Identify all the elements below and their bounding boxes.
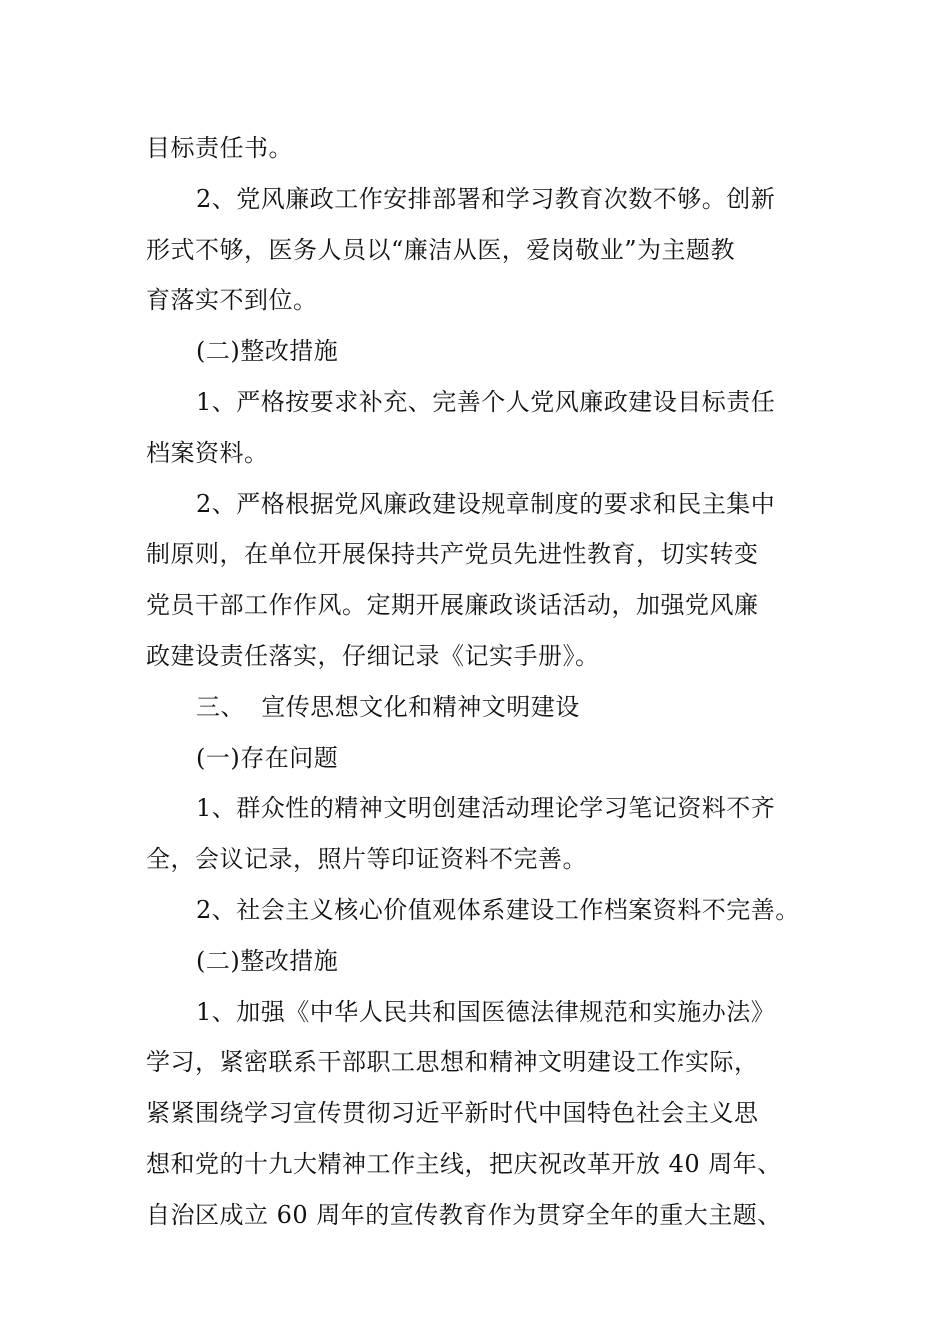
text-line: 形式不够，医务人员以“廉洁从医，爱岗敬业”为主题教: [146, 235, 736, 264]
section-heading: (二)整改措施: [196, 337, 339, 366]
text-line: 档案资料。: [146, 438, 269, 467]
text-line: 2、社会主义核心价值观体系建设工作档案资料不完善。: [196, 895, 800, 924]
text-line: 想和党的十九大精神工作主线，把庆祝改革开放 40 周年、: [146, 1149, 782, 1178]
text-line: 学习，紧密联系干部职工思想和精神文明建设工作实际，: [146, 1048, 759, 1077]
text-line: 党员干部工作作风。定期开展廉政谈话活动，加强党风廉: [146, 591, 759, 620]
text-line: 政建设责任落实，仔细记录《记实手册》。: [146, 641, 600, 670]
text-line: 2、党风廉政工作安排部署和学习教育次数不够。创新: [196, 184, 776, 213]
text-line: 紧紧围绕学习宣传贯彻习近平新时代中国特色社会主义思: [146, 1099, 759, 1128]
text-line: 1、加强《中华人民共和国医德法律规范和实施办法》: [196, 997, 776, 1026]
text-line: 全，会议记录，照片等印证资料不完善。: [146, 845, 587, 874]
document-body: [146, 123, 810, 1241]
section-heading: (二)整改措施: [196, 946, 339, 975]
text-line: 自治区成立 60 周年的宣传教育作为贯穿全年的重大主题、: [146, 1200, 782, 1229]
text-line: 育落实不到位。: [146, 286, 318, 315]
text-line: 目标责任书。: [146, 134, 293, 162]
text-line: 制原则，在单位开展保持共产党员先进性教育，切实转变: [146, 540, 759, 569]
text-line: 1、群众性的精神文明创建活动理论学习笔记资料不齐: [196, 794, 776, 823]
section-heading: (一)存在问题: [196, 743, 339, 772]
text-line: 2、严格根据党风廉政建设规章制度的要求和民主集中: [196, 489, 776, 518]
text-line: 1、严格按要求补充、完善个人党风廉政建设目标责任: [196, 387, 776, 416]
section-heading: 三、 宣传思想文化和精神文明建设: [196, 692, 580, 721]
